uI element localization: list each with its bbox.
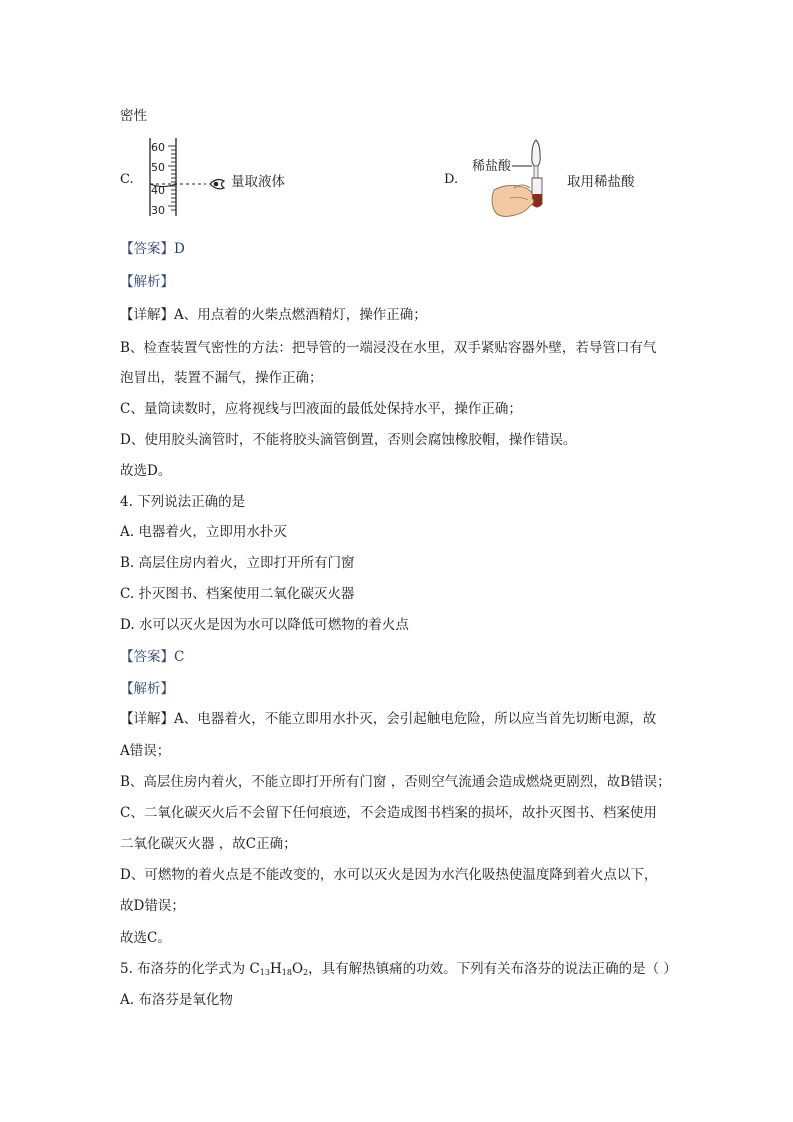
option-d-caption: 取用稀盐酸 [567,174,635,190]
q5-stem-after: ，具有解热镇痛的功效。下列有关布洛芬的说法正确的是（ ） [308,961,677,977]
q4-analysis-line: 【详解】A、电器着火，不能立即用水扑灭，会引起触电危险，所以应当首先切断电源，故 [120,711,657,727]
q4-analysis-line: C、二氧化碳灭火后不会留下任何痕迹，不会造成图书档案的损坏，故扑灭图书、档案使用 [120,805,657,821]
option-c-caption: 量取液体 [231,174,285,190]
q4-answer: 【答案】C [120,649,185,665]
q3-analysis-title: 【解析】 [120,274,174,290]
q5-subscript-o: 2 [303,968,309,977]
q4-option-a: A. 电器着火，立即用水扑灭 [120,524,287,540]
option-d-label: D. [444,172,459,187]
q4-option-d: D. 水可以灭火是因为水可以降低可燃物的着火点 [120,617,409,633]
q4-option-c: C. 扑灭图书、档案使用二氧化碳灭火器 [120,586,355,602]
q3-conclusion: 故选D。 [120,463,172,479]
q4-analysis-line: D、可燃物的着火点是不能改变的，水可以灭火是因为水汽化吸热使温度降到着火点以下， [120,867,658,883]
dropper-hand-figure [470,138,560,222]
q4-analysis-line: 二氧化碳灭火器 ，故C正确； [120,836,297,852]
q5-element-h: H [269,961,282,977]
q3-analysis-line: C、量筒读数时，应将视线与凹液面的最低处保持水平，操作正确； [120,401,522,417]
q4-stem: 4. 下列说法正确的是 [120,494,246,510]
graduated-cylinder-figure [140,136,230,220]
q3-analysis-line: 泡冒出，装置不漏气，操作正确； [120,370,323,386]
q4-analysis-line: A错误； [120,743,171,759]
cylinder-tick-50: 50 [151,161,165,174]
q4-analysis-title: 【解析】 [120,681,174,697]
q5-element-o: O [291,961,304,977]
cylinder-tick-40: 40 [151,184,165,197]
q3-analysis-line: D、使用胶头滴管时，不能将胶头滴管倒置，否则会腐蚀橡胶帽，操作错误。 [120,432,577,448]
q5-subscript-c: 13 [259,968,270,977]
q5-stem-before: 5. 布洛芬的化学式为 C [120,961,260,977]
q4-conclusion: 故选C。 [120,930,171,946]
q3-analysis-line: B、检查装置气密性的方法：把导管的一端浸没在水里，双手紧贴容器外壁，若导管口有气 [120,340,657,356]
q4-analysis-line: B、高层住房内着火，不能立即打开所有门窗 ，否则空气流通会造成燃烧更剧烈，故B错误； [120,774,671,790]
continued-text-fragment: 密性 [120,108,147,124]
q3-analysis-line: 【详解】A、用点着的火柴点燃酒精灯，操作正确； [120,307,427,323]
cylinder-tick-30: 30 [151,204,165,217]
q3-answer: 【答案】D [120,241,185,257]
q4-option-b: B. 高层住房内着火，立即打开所有门窗 [120,555,355,571]
q4-analysis-line: 故D错误； [120,898,185,914]
dropper-label: 稀盐酸 [472,159,512,174]
eye-icon [210,180,224,189]
cylinder-tick-60: 60 [151,141,165,154]
q5-subscript-h: 18 [281,968,292,977]
q5-stem [120,957,677,977]
option-c-label: C. [120,172,134,187]
q5-option-a: A. 布洛芬是氧化物 [120,992,233,1008]
